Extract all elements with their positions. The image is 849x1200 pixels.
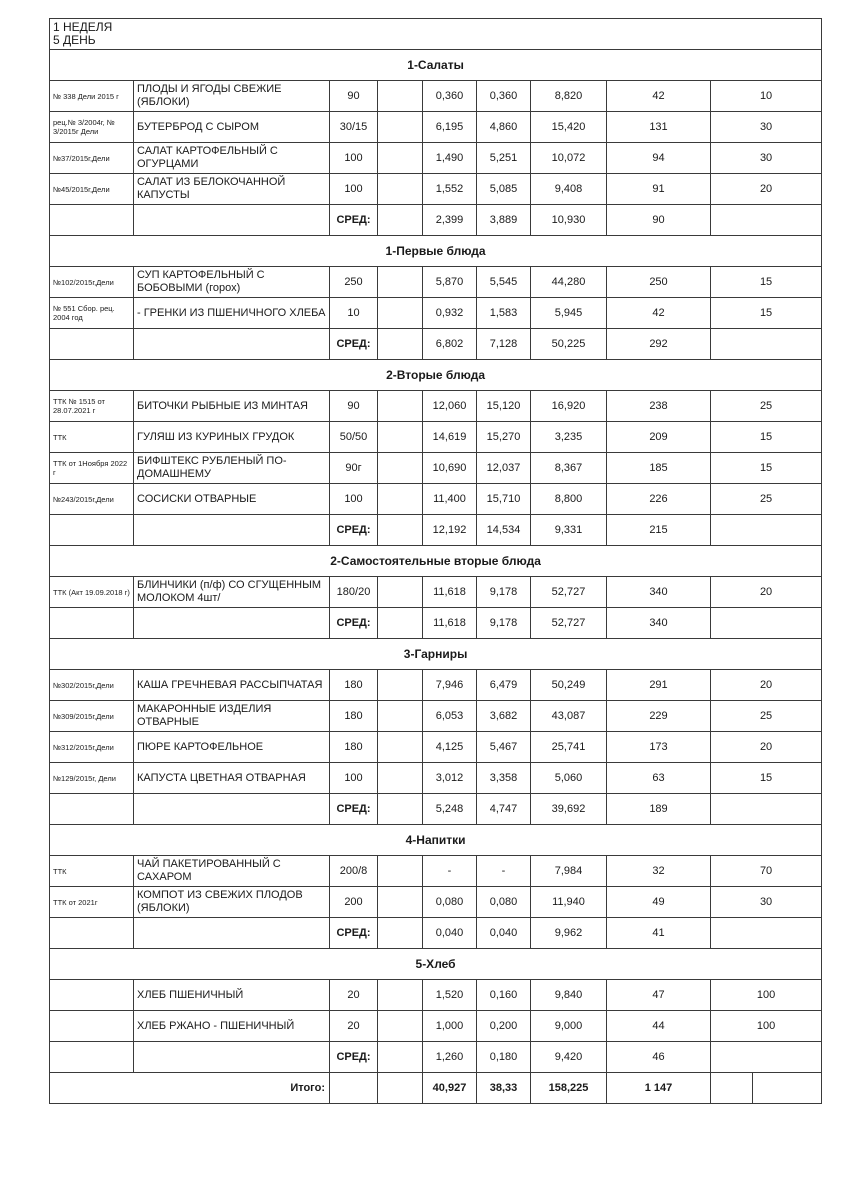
kcal: 42 [607,81,711,112]
avg-proteins: 2,399 [423,205,477,236]
section-title: 1-Салаты [50,50,822,81]
kcal: 291 [607,670,711,701]
dish-name: ПЮРЕ КАРТОФЕЛЬНОЕ [134,732,330,763]
recipe-code: №243/2015г,Дели [50,484,134,515]
avg-carbs: 9,420 [531,1042,607,1073]
recipe-code: №309/2015г,Дели [50,701,134,732]
table-row [50,112,822,143]
fats: 15,120 [477,391,531,422]
vitamin-c: 15 [711,422,822,453]
avg-kcal: 189 [607,794,711,825]
carbs: 16,920 [531,391,607,422]
recipe-code: № 551 Сбор. рец. 2004 год [50,298,134,329]
empty-cell [378,515,423,546]
portion: 200 [330,887,378,918]
recipe-code: ТТК № 1515 от 28.07.2021 г [50,391,134,422]
kcal: 250 [607,267,711,298]
portion: 250 [330,267,378,298]
extra-cell [378,391,423,422]
total-split-cell [711,1073,822,1104]
proteins: 1,490 [423,143,477,174]
extra-cell [378,81,423,112]
recipe-code: №312/2015г,Дели [50,732,134,763]
recipe-code: ТТК (Акт 19.09.2018 г) [50,577,134,608]
proteins: 0,080 [423,887,477,918]
kcal: 47 [607,980,711,1011]
avg-proteins: 5,248 [423,794,477,825]
avg-fats: 14,534 [477,515,531,546]
kcal: 91 [607,174,711,205]
portion: 30/15 [330,112,378,143]
vitamin-c: 15 [711,267,822,298]
average-row [50,1042,822,1073]
empty-cell [378,205,423,236]
extra-cell [378,887,423,918]
extra-cell [378,856,423,887]
section-header-row [50,949,822,980]
carbs: 3,235 [531,422,607,453]
proteins: 11,400 [423,484,477,515]
proteins: 10,690 [423,453,477,484]
fats: 0,360 [477,81,531,112]
extra-cell [378,1011,423,1042]
avg-carbs: 10,930 [531,205,607,236]
avg-kcal: 90 [607,205,711,236]
day-label: 5 ДЕНЬ [53,33,96,47]
table-row [50,81,822,112]
proteins: - [423,856,477,887]
total-carbs: 158,225 [531,1073,607,1104]
empty-cell [378,1042,423,1073]
portion: 180 [330,670,378,701]
portion: 10 [330,298,378,329]
fats: 0,200 [477,1011,531,1042]
vitamin-c: 20 [711,670,822,701]
empty-cell [134,608,330,639]
avg-carbs: 9,331 [531,515,607,546]
dish-name: БИТОЧКИ РЫБНЫЕ ИЗ МИНТАЯ [134,391,330,422]
portion: 100 [330,763,378,794]
recipe-code [50,980,134,1011]
dish-name: БЛИНЧИКИ (п/ф) СО СГУЩЕННЫМ МОЛОКОМ 4шт/ [134,577,330,608]
section-header-row [50,236,822,267]
dish-name: САЛАТ ИЗ БЕЛОКОЧАННОЙ КАПУСТЫ [134,174,330,205]
table-row [50,484,822,515]
fats: 5,467 [477,732,531,763]
section-title: 5-Хлеб [50,949,822,980]
table-row [50,267,822,298]
portion: 20 [330,980,378,1011]
recipe-code: ТТК [50,422,134,453]
carbs: 9,408 [531,174,607,205]
total-proteins: 40,927 [423,1073,477,1104]
vitamin-c: 30 [711,887,822,918]
recipe-code: ТТК от 2021г [50,887,134,918]
carbs: 5,945 [531,298,607,329]
vitamin-c: 15 [711,298,822,329]
portion: 90 [330,81,378,112]
fats: 5,545 [477,267,531,298]
proteins: 3,012 [423,763,477,794]
portion: 200/8 [330,856,378,887]
kcal: 63 [607,763,711,794]
avg-fats: 9,178 [477,608,531,639]
dish-name: БИФШТЕКС РУБЛЕНЫЙ ПО-ДОМАШНЕМУ [134,453,330,484]
kcal: 49 [607,887,711,918]
dish-name: БУТЕРБРОД С СЫРОМ [134,112,330,143]
table-row [50,174,822,205]
empty-cell [50,329,134,360]
empty-cell [711,329,822,360]
dish-name: ЧАЙ ПАКЕТИРОВАННЫЙ С САХАРОМ [134,856,330,887]
avg-proteins: 1,260 [423,1042,477,1073]
average-row [50,329,822,360]
split-right [753,1073,821,1103]
empty-cell [711,1042,822,1073]
avg-kcal: 215 [607,515,711,546]
avg-fats: 0,040 [477,918,531,949]
table-row [50,670,822,701]
dish-name: - ГРЕНКИ ИЗ ПШЕНИЧНОГО ХЛЕБА [134,298,330,329]
carbs: 10,072 [531,143,607,174]
average-row [50,515,822,546]
split-left [711,1073,753,1103]
dish-name: КОМПОТ ИЗ СВЕЖИХ ПЛОДОВ (ЯБЛОКИ) [134,887,330,918]
avg-proteins: 12,192 [423,515,477,546]
extra-cell [378,577,423,608]
kcal: 173 [607,732,711,763]
dish-name: ХЛЕБ ПШЕНИЧНЫЙ [134,980,330,1011]
avg-carbs: 52,727 [531,608,607,639]
fats: 5,085 [477,174,531,205]
kcal: 209 [607,422,711,453]
dish-name: КАША ГРЕЧНЕВАЯ РАССЫПЧАТАЯ [134,670,330,701]
kcal: 131 [607,112,711,143]
dish-name: ХЛЕБ РЖАНО - ПШЕНИЧНЫЙ [134,1011,330,1042]
fats: 15,710 [477,484,531,515]
avg-proteins: 11,618 [423,608,477,639]
section-header-row [50,639,822,670]
table-row [50,453,822,484]
week-label: 1 НЕДЕЛЯ [53,20,113,34]
portion: 90г [330,453,378,484]
vitamin-c: 70 [711,856,822,887]
extra-cell [378,732,423,763]
section-title: 4-Напитки [50,825,822,856]
extra-cell [378,701,423,732]
carbs: 44,280 [531,267,607,298]
table-row [50,701,822,732]
empty-cell [134,918,330,949]
portion: 100 [330,174,378,205]
avg-kcal: 340 [607,608,711,639]
average-label: СРЕД: [330,329,378,360]
proteins: 14,619 [423,422,477,453]
empty-cell [134,205,330,236]
carbs: 52,727 [531,577,607,608]
average-row [50,608,822,639]
table-row [50,1011,822,1042]
fats: 0,080 [477,887,531,918]
dish-name: ГУЛЯШ ИЗ КУРИНЫХ ГРУДОК [134,422,330,453]
average-row [50,918,822,949]
carbs: 8,800 [531,484,607,515]
vitamin-c: 30 [711,112,822,143]
empty-cell [50,205,134,236]
avg-fats: 0,180 [477,1042,531,1073]
avg-fats: 7,128 [477,329,531,360]
recipe-code: №45/2015г,Дели [50,174,134,205]
empty-cell [378,794,423,825]
dish-name: СОСИСКИ ОТВАРНЫЕ [134,484,330,515]
empty-cell [711,794,822,825]
carbs: 9,000 [531,1011,607,1042]
empty-cell [50,515,134,546]
average-label: СРЕД: [330,794,378,825]
carbs: 7,984 [531,856,607,887]
section-title: 2-Самостоятельные вторые блюда [50,546,822,577]
empty-cell [134,515,330,546]
carbs: 8,820 [531,81,607,112]
recipe-code: №129/2015г, Дели [50,763,134,794]
empty-cell [711,608,822,639]
extra-cell [378,670,423,701]
section-header-row [50,825,822,856]
total-row [50,1073,822,1104]
avg-carbs: 39,692 [531,794,607,825]
extra-cell [378,174,423,205]
empty-cell [134,329,330,360]
fats: 1,583 [477,298,531,329]
total-label: Итого: [50,1073,330,1104]
extra-cell [378,422,423,453]
dish-name: ПЛОДЫ И ЯГОДЫ СВЕЖИЕ (ЯБЛОКИ) [134,81,330,112]
table-row [50,980,822,1011]
vitamin-c: 15 [711,763,822,794]
proteins: 7,946 [423,670,477,701]
dish-name: МАКАРОННЫЕ ИЗДЕЛИЯ ОТВАРНЫЕ [134,701,330,732]
table-row [50,391,822,422]
vitamin-c: 100 [711,980,822,1011]
header-row [50,19,822,50]
empty-cell [50,608,134,639]
proteins: 6,053 [423,701,477,732]
portion: 100 [330,143,378,174]
fats: 5,251 [477,143,531,174]
portion: 20 [330,1011,378,1042]
carbs: 50,249 [531,670,607,701]
empty-cell [134,794,330,825]
section-title: 1-Первые блюда [50,236,822,267]
empty-cell [50,794,134,825]
portion: 180 [330,701,378,732]
average-label: СРЕД: [330,1042,378,1073]
total-fats: 38,33 [477,1073,531,1104]
recipe-code [50,1011,134,1042]
extra-cell [378,980,423,1011]
table-row [50,887,822,918]
portion: 180/20 [330,577,378,608]
kcal: 44 [607,1011,711,1042]
kcal: 94 [607,143,711,174]
dish-name: САЛАТ КАРТОФЕЛЬНЫЙ С ОГУРЦАМИ [134,143,330,174]
avg-proteins: 0,040 [423,918,477,949]
extra-cell [378,763,423,794]
fats: 0,160 [477,980,531,1011]
vitamin-c: 100 [711,1011,822,1042]
vitamin-c: 25 [711,391,822,422]
extra-cell [378,484,423,515]
vitamin-c: 10 [711,81,822,112]
kcal: 32 [607,856,711,887]
fats: 3,358 [477,763,531,794]
carbs: 9,840 [531,980,607,1011]
empty-cell [711,515,822,546]
vitamin-c: 20 [711,732,822,763]
empty-cell [134,1042,330,1073]
fats: 15,270 [477,422,531,453]
section-header-row [50,360,822,391]
empty-cell [378,329,423,360]
section-title: 3-Гарниры [50,639,822,670]
carbs: 5,060 [531,763,607,794]
average-label: СРЕД: [330,918,378,949]
proteins: 0,360 [423,81,477,112]
fats: 6,479 [477,670,531,701]
kcal: 229 [607,701,711,732]
vitamin-c: 20 [711,174,822,205]
average-label: СРЕД: [330,205,378,236]
extra-cell [378,298,423,329]
empty-cell [711,205,822,236]
extra-cell [378,143,423,174]
vitamin-c: 20 [711,577,822,608]
vitamin-c: 25 [711,484,822,515]
recipe-code: ТТК от 1Ноября 2022 г [50,453,134,484]
portion: 90 [330,391,378,422]
empty-cell [330,1073,378,1104]
table-row [50,143,822,174]
kcal: 185 [607,453,711,484]
portion: 180 [330,732,378,763]
proteins: 4,125 [423,732,477,763]
extra-cell [378,267,423,298]
avg-carbs: 50,225 [531,329,607,360]
table-row [50,856,822,887]
proteins: 1,552 [423,174,477,205]
recipe-code: ТТК [50,856,134,887]
vitamin-c: 30 [711,143,822,174]
empty-cell [50,1042,134,1073]
avg-kcal: 292 [607,329,711,360]
proteins: 5,870 [423,267,477,298]
proteins: 6,195 [423,112,477,143]
empty-cell [378,1073,423,1104]
avg-kcal: 46 [607,1042,711,1073]
average-row [50,794,822,825]
fats: 3,682 [477,701,531,732]
carbs: 11,940 [531,887,607,918]
avg-fats: 3,889 [477,205,531,236]
proteins: 1,520 [423,980,477,1011]
recipe-code: рец.№ 3/2004г, № 3/2015г Дели [50,112,134,143]
dish-name: СУП КАРТОФЕЛЬНЫЙ С БОБОВЫМИ (горох) [134,267,330,298]
section-title: 2-Вторые блюда [50,360,822,391]
menu-table [49,18,822,1104]
fats: - [477,856,531,887]
dish-name: КАПУСТА ЦВЕТНАЯ ОТВАРНАЯ [134,763,330,794]
extra-cell [378,453,423,484]
avg-fats: 4,747 [477,794,531,825]
header-cell [50,19,822,50]
table-row [50,577,822,608]
recipe-code: №102/2015г,Дели [50,267,134,298]
vitamin-c: 25 [711,701,822,732]
carbs: 25,741 [531,732,607,763]
empty-cell [711,918,822,949]
fats: 4,860 [477,112,531,143]
split-wrapper [711,1073,821,1103]
carbs: 15,420 [531,112,607,143]
table-row [50,732,822,763]
kcal: 340 [607,577,711,608]
kcal: 226 [607,484,711,515]
kcal: 42 [607,298,711,329]
section-header-row [50,546,822,577]
proteins: 1,000 [423,1011,477,1042]
average-label: СРЕД: [330,515,378,546]
table-row [50,422,822,453]
recipe-code: № 338 Дели 2015 г [50,81,134,112]
fats: 12,037 [477,453,531,484]
portion: 100 [330,484,378,515]
total-kcal: 1 147 [607,1073,711,1104]
table-row [50,763,822,794]
carbs: 43,087 [531,701,607,732]
proteins: 11,618 [423,577,477,608]
carbs: 8,367 [531,453,607,484]
proteins: 0,932 [423,298,477,329]
extra-cell [378,112,423,143]
average-label: СРЕД: [330,608,378,639]
empty-cell [50,918,134,949]
vitamin-c: 15 [711,453,822,484]
table-row [50,298,822,329]
section-header-row [50,50,822,81]
avg-proteins: 6,802 [423,329,477,360]
proteins: 12,060 [423,391,477,422]
recipe-code: №302/2015г,Дели [50,670,134,701]
recipe-code: №37/2015г,Дели [50,143,134,174]
portion: 50/50 [330,422,378,453]
empty-cell [378,608,423,639]
fats: 9,178 [477,577,531,608]
empty-cell [378,918,423,949]
avg-carbs: 9,962 [531,918,607,949]
average-row [50,205,822,236]
kcal: 238 [607,391,711,422]
avg-kcal: 41 [607,918,711,949]
